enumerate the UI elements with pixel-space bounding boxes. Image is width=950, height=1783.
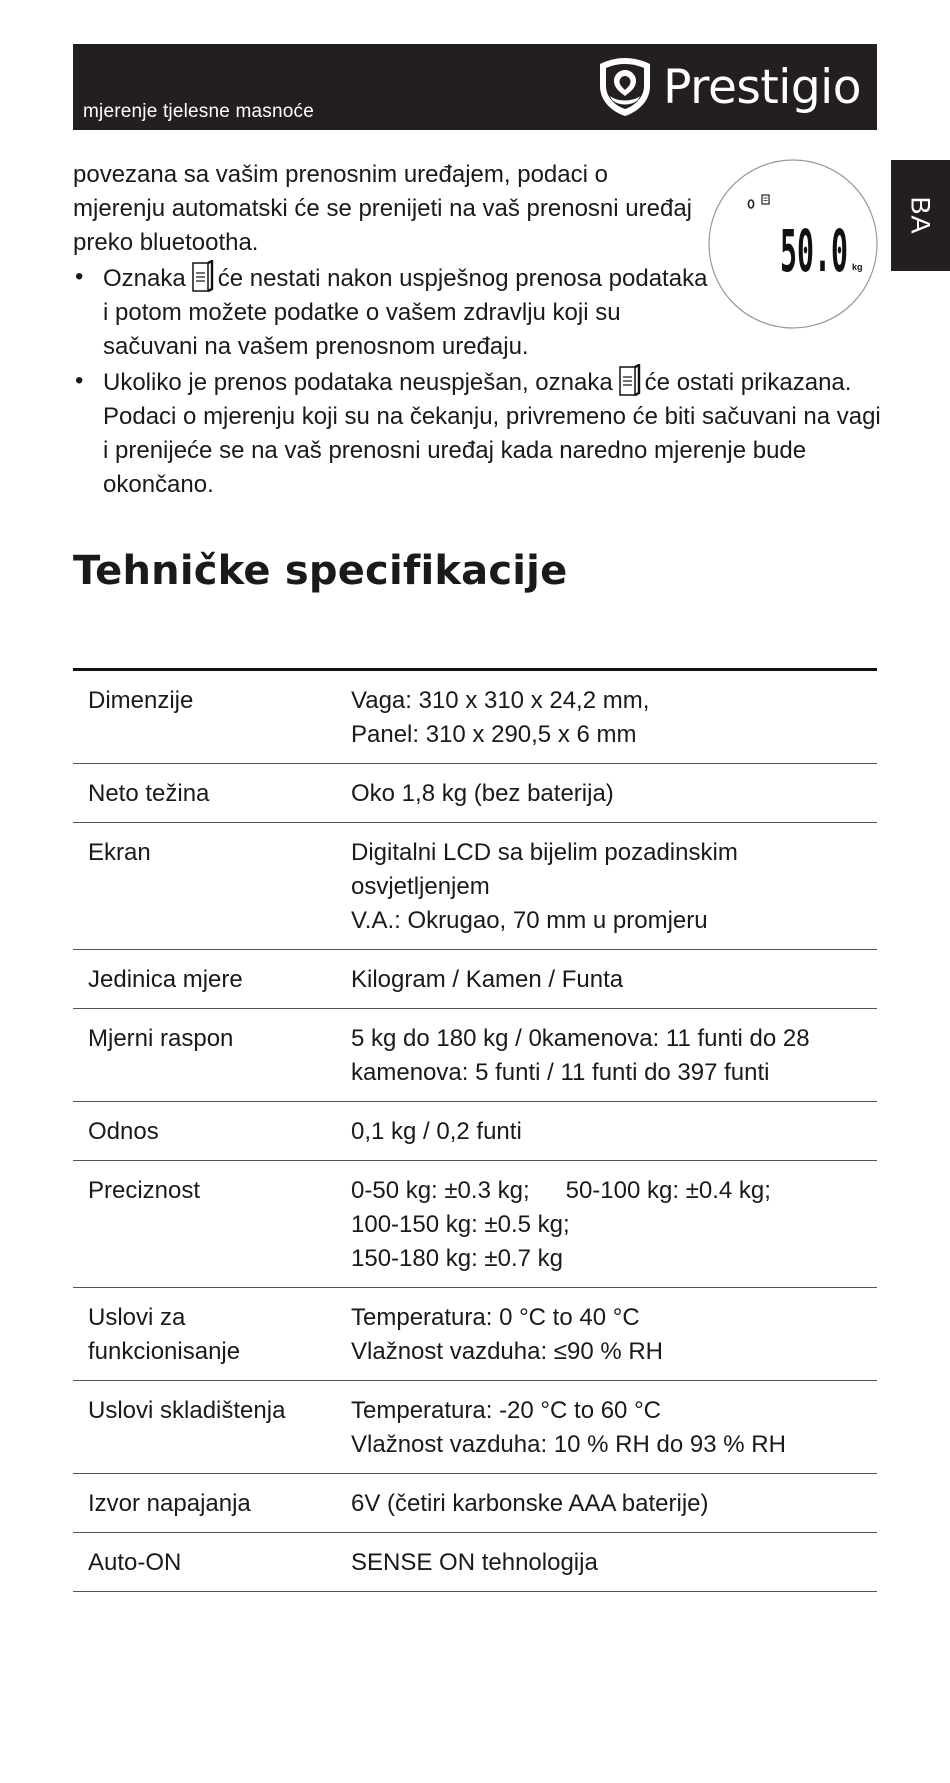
bullet-text: će nestati nakon uspješnog prenosa podataka i potom možete podatke o vašem zdravlju koji su sačuvani na vašem prenosnom uređaju. (103, 265, 708, 360)
spec-value-line: Digitalni LCD sa bijelim pozadinskim osvjetljenjem (351, 839, 738, 900)
list-item (73, 260, 713, 364)
spec-value-line: Vaga: 310 x 310 x 24,2 mm, (351, 687, 650, 714)
spec-label: Auto-ON (88, 1549, 182, 1576)
brand-name: Prestigio (663, 59, 861, 115)
spec-label: Uslovi skladištenja (88, 1397, 286, 1424)
spec-value-line: 0,1 kg / 0,2 funti (351, 1118, 522, 1145)
table-row (73, 1474, 877, 1533)
spec-table (73, 668, 877, 1592)
spec-label: Mjerni raspon (88, 1025, 234, 1052)
intro-paragraph: povezana sa vašim prenosnim uređajem, podaci o mjerenju automatski će se prenijeti na vaš prenosni uređaj preko bluetootha. (73, 161, 692, 256)
spec-value-line: 5 kg do 180 kg / 0kamenova: 11 funti do 28 kamenova: 5 funti / 11 funti do 397 funti (351, 1025, 810, 1086)
spec-value-line: Vlažnost vazduha: 10 % RH do 93 % RH (351, 1431, 786, 1458)
spec-value (351, 1009, 877, 1102)
spec-value-line: Kilogram / Kamen / Funta (351, 966, 624, 993)
table-row (73, 764, 877, 823)
spec-value-line: V.A.: Okrugao, 70 mm u promjeru (351, 907, 708, 934)
spec-label: Preciznost (88, 1177, 201, 1204)
page-header (73, 44, 877, 130)
language-tab-label: BA (906, 196, 936, 235)
display-unit: kg (852, 262, 863, 272)
table-row (73, 823, 877, 950)
spec-label: Odnos (88, 1118, 159, 1145)
spec-value-line: Temperatura: -20 °C to 60 °C (351, 1397, 661, 1424)
header-section-title: mjerenje tjelesne masnoće (83, 101, 315, 122)
spec-value-part: 0-50 kg: ±0.3 kg; (351, 1177, 530, 1204)
spec-value-line: Panel: 310 x 290,5 x 6 mm (351, 721, 637, 748)
prestigio-logo-icon (595, 56, 655, 118)
spec-label: Neto težina (88, 780, 210, 807)
spec-label: Izvor napajanja (88, 1490, 251, 1517)
brand (595, 56, 861, 118)
table-row (73, 1161, 877, 1288)
spec-value-line: 6V (četiri karbonske AAA baterije) (351, 1490, 709, 1517)
spec-label: Uslovi za funkcionisanje (88, 1304, 241, 1365)
section-title: Tehničke specifikacije (73, 548, 568, 594)
spec-value-line (351, 1174, 877, 1208)
spec-value (351, 1533, 877, 1592)
spec-value (351, 823, 877, 950)
intro-bullets (73, 260, 883, 502)
table-row (73, 1009, 877, 1102)
table-row (73, 1381, 877, 1474)
spec-value (351, 1161, 877, 1288)
spec-value-part: 50-100 kg: ±0.4 kg; (565, 1177, 771, 1204)
spec-value (351, 950, 877, 1009)
spec-value (351, 764, 877, 823)
document-icon (616, 364, 642, 398)
spec-value-line: Temperatura: 0 °C to 40 °C (351, 1304, 640, 1331)
spec-value (351, 670, 877, 764)
bullet-text: Ukoliko je prenos podataka neuspješan, oznaka (103, 369, 613, 396)
spec-value-line: Oko 1,8 kg (bez baterija) (351, 780, 614, 807)
table-row (73, 670, 877, 764)
intro-text (73, 158, 883, 502)
spec-label: Jedinica mjere (88, 966, 243, 993)
bullet-text: će ostati prikazana. Podaci o mjerenju koji su na čekanju, privremeno će biti sačuvani na vagi i prenijeće se na vaš prenosni uređaj kada naredno mjerenje bude okončano. (103, 369, 881, 498)
table-row (73, 1288, 877, 1381)
spec-value (351, 1288, 877, 1381)
table-row (73, 950, 877, 1009)
bullet-text: Oznaka (103, 265, 186, 292)
table-row (73, 1533, 877, 1592)
list-item (73, 364, 883, 502)
spec-value-line: 100-150 kg: ±0.5 kg; (351, 1211, 570, 1238)
spec-value (351, 1102, 877, 1161)
spec-label: Ekran (88, 839, 151, 866)
spec-value (351, 1474, 877, 1533)
table-row (73, 1102, 877, 1161)
document-icon (189, 260, 215, 294)
spec-label: Dimenzije (88, 687, 194, 714)
spec-value-line: 150-180 kg: ±0.7 kg (351, 1245, 563, 1272)
display-reading: 50.0 (780, 217, 848, 285)
spec-value-line: SENSE ON tehnologija (351, 1549, 598, 1576)
spec-value-line: Vlažnost vazduha: ≤90 % RH (351, 1338, 663, 1365)
spec-value (351, 1381, 877, 1474)
language-tab (891, 160, 950, 271)
